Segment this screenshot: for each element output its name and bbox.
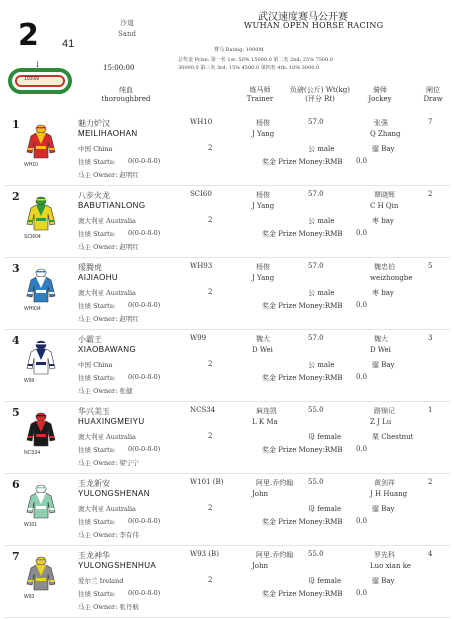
horse-starts-label: 往绩 Starts:: [78, 518, 116, 526]
horse-owner: 马主 Owner: 赵明红: [78, 171, 139, 179]
track-distance-label: 1000M: [24, 76, 40, 82]
prize-value: 0.0: [356, 517, 368, 525]
jockey-name-cn: 罗先科: [374, 551, 395, 559]
horse-starts-value: 0(0-0-0-0): [128, 517, 161, 525]
horse-sex: 公 male: [308, 361, 335, 369]
prize-value: 0.0: [356, 229, 368, 237]
col-weight: 负磅(公斤) Wt(kg) (评分 Rt): [290, 86, 350, 103]
trainer-name-en: J Yang: [252, 130, 275, 138]
jockey-name-en: Z J Lu: [370, 418, 392, 426]
jockey-name-en: Q Zhang: [370, 130, 401, 138]
horse-sex: 母 female: [308, 505, 342, 513]
jockey-name-cn: 覃晓辉: [374, 191, 395, 199]
horse-age: 2: [208, 360, 213, 368]
jockey-name-en: J H Huang: [370, 490, 408, 498]
trainer-name-en: J Yang: [252, 274, 275, 282]
horse-weight: 57.0: [308, 334, 324, 342]
draw-number: 2: [428, 478, 433, 486]
horse-color: 骝 Bay: [372, 361, 395, 369]
horse-origin: 澳大利亚 Australia: [78, 289, 136, 297]
surface-en: Sand: [118, 30, 136, 38]
horse-name-cn: 瑷腾虎: [78, 263, 102, 272]
horse-starts-value: 0(0-0-0-0): [128, 589, 161, 597]
horse-starts-label: 往绩 Starts:: [78, 446, 116, 454]
horse-number: 6: [12, 478, 20, 491]
silk-code: W93: [24, 594, 35, 600]
horse-color: 枣 bay: [372, 289, 394, 297]
prize-label: 奖金 Prize Money:RMB: [262, 230, 343, 238]
horse-sex: 母 female: [308, 433, 342, 441]
horse-color: 骝 Bay: [372, 145, 395, 153]
jockey-name-en: Luo xian ke: [370, 562, 412, 570]
prize-value: 0.0: [356, 301, 368, 309]
trainer-name-cn: 阿里.乔约翰: [256, 479, 294, 487]
draw-number: 1: [428, 406, 433, 414]
silk-code: WH934: [24, 306, 41, 312]
horse-code: NCS34: [190, 406, 216, 414]
prize-value: 0.0: [356, 157, 368, 165]
horse-weight: 55.0: [308, 406, 324, 414]
jockey-name-cn: 魏忠伯: [374, 263, 395, 271]
horse-age: 2: [208, 576, 213, 584]
prize-label: 奖金 Prize Money:RMB: [262, 302, 343, 310]
horse-name-cn: 华兴美玉: [78, 407, 110, 416]
stats-prize-line2: 30000.0 第三名 3rd: 15% 4500.0 第四名 4th: 10% 3000.0: [178, 65, 320, 71]
horse-age: 2: [208, 216, 213, 224]
horse-owner: 马主 Owner: 李有伟: [78, 531, 139, 539]
horse-number: 1: [12, 118, 20, 131]
jockey-name-cn: 魏大: [374, 335, 388, 343]
horse-owner: 马主 Owner: 张健: [78, 387, 133, 395]
horse-code: W99: [190, 334, 207, 342]
silk-code: W99: [24, 378, 35, 384]
horse-age: 2: [208, 288, 213, 296]
track-inner-rail: [15, 75, 65, 87]
draw-number: 5: [428, 262, 433, 270]
horse-color: 枣 bay: [372, 217, 394, 225]
trainer-name-en: J Yang: [252, 202, 275, 210]
trainer-name-cn: 杨俊: [256, 191, 270, 199]
horse-starts-value: 0(0-0-0-0): [128, 229, 161, 237]
draw-number: 4: [428, 550, 433, 558]
horse-row: [0, 474, 454, 546]
horse-name-en: XIAOBAWANG: [78, 345, 137, 354]
trainer-name-cn: 麻连凯: [256, 407, 277, 415]
prize-label: 奖金 Prize Money:RMB: [262, 374, 343, 382]
horse-starts-value: 0(0-0-0-0): [128, 301, 161, 309]
stats-prize-line1: 总奖金 Prize: 第一名 1st: 50% 15000.0 第二名 2nd: 25% 7500.0: [178, 57, 334, 63]
stats-rating: 赛马 Rating: 1000M: [214, 47, 264, 53]
jockey-silk-icon: [26, 556, 56, 592]
horse-starts-label: 往绩 Starts:: [78, 158, 116, 166]
track-diagram: [8, 60, 72, 98]
col-breed: 纯血 thoroughbred: [101, 86, 151, 103]
prize-label: 奖金 Prize Money:RMB: [262, 446, 343, 454]
silk-code: SCI604: [24, 234, 41, 240]
surface-cn: 沙道: [120, 19, 134, 27]
horse-starts-value: 0(0-0-0-0): [128, 445, 161, 453]
jockey-silk-icon: [26, 124, 56, 160]
prize-label: 奖金 Prize Money:RMB: [262, 518, 343, 526]
trainer-name-en: John: [252, 562, 269, 570]
prize-label: 奖金 Prize Money:RMB: [262, 590, 343, 598]
horse-color: 骝 Bay: [372, 577, 395, 585]
horse-age: 2: [208, 432, 213, 440]
silk-code: NCS34: [24, 450, 41, 456]
horse-name-cn: 魅力炉汉: [78, 119, 110, 128]
horse-row: [0, 546, 454, 618]
jockey-silk-icon: [26, 196, 56, 232]
jockey-name-en: D Wei: [370, 346, 391, 354]
horse-row: [0, 330, 454, 402]
horse-starts-value: 0(0-0-0-0): [128, 157, 161, 165]
trainer-name-cn: 杨俊: [256, 263, 270, 271]
horse-row: [0, 114, 454, 186]
horse-owner: 马主 Owner: 张丹航: [78, 603, 139, 611]
jockey-name-en: weizhongbe: [370, 274, 413, 282]
horse-weight: 57.0: [308, 262, 324, 270]
prize-value: 0.0: [356, 373, 368, 381]
jockey-name-cn: 黄剑祥: [374, 479, 395, 487]
trainer-name-cn: 杨俊: [256, 119, 270, 127]
draw-number: 7: [428, 118, 433, 126]
horse-number: 7: [12, 550, 20, 563]
horse-starts-label: 往绩 Starts:: [78, 374, 116, 382]
horse-age: 2: [208, 504, 213, 512]
horse-origin: 澳大利亚 Australia: [78, 505, 136, 513]
prize-label: 奖金 Prize Money:RMB: [262, 158, 343, 166]
prize-value: 0.0: [356, 445, 368, 453]
trainer-name-en: L K Ma: [252, 418, 278, 426]
jockey-silk-icon: [26, 268, 56, 304]
horse-color: 骝 Bay: [372, 505, 395, 513]
horse-code: SCI60: [190, 190, 212, 198]
horse-starts-label: 往绩 Starts:: [78, 302, 116, 310]
race-sequence: 41: [62, 38, 75, 50]
horse-origin: 中国 China: [78, 361, 113, 369]
horse-name-en: AIJIAOHU: [78, 273, 119, 282]
horse-name-en: YULONGSHENAN: [78, 489, 150, 498]
horse-origin: 中国 China: [78, 145, 113, 153]
horse-sex: 公 male: [308, 289, 335, 297]
prize-value: 0.0: [356, 589, 368, 597]
horse-weight: 55.0: [308, 550, 324, 558]
horse-number: 5: [12, 406, 20, 419]
row-divider: [4, 617, 450, 618]
horse-sex: 公 male: [308, 217, 335, 225]
horse-age: 2: [208, 144, 213, 152]
horse-row: [0, 402, 454, 474]
horse-name-cn: 八步火龙: [78, 191, 110, 200]
title-en: WUHAN OPEN HORSE RACING: [244, 21, 384, 30]
horse-sex: 公 male: [308, 145, 335, 153]
jockey-name-cn: 张强: [374, 119, 388, 127]
trainer-name-cn: 阿里.乔约翰: [256, 551, 294, 559]
horse-origin: 爱尔兰 Ireland: [78, 577, 124, 585]
horse-origin: 澳大利亚 Australia: [78, 433, 136, 441]
col-trainer: 练马师 Trainer: [246, 86, 274, 103]
jockey-silk-icon: [26, 412, 56, 448]
horse-name-en: MEILIHAOHAN: [78, 129, 138, 138]
horse-code: WH93: [190, 262, 213, 270]
horse-code: W93 (B): [190, 550, 219, 558]
horse-weight: 57.0: [308, 190, 324, 198]
horse-name-cn: 小霸王: [78, 335, 102, 344]
horse-starts-label: 往绩 Starts:: [78, 590, 116, 598]
horse-color: 栗 Chestnut: [372, 433, 414, 441]
horse-name-cn: 玉龙新安: [78, 479, 110, 488]
title-cn: 武汉速度赛马公开赛: [258, 12, 348, 23]
horse-code: W101 (B): [190, 478, 224, 486]
horse-row: [0, 186, 454, 258]
horse-row: [0, 258, 454, 330]
start-arrow-icon: ↓: [34, 60, 41, 69]
horse-code: WH10: [190, 118, 213, 126]
horse-owner: 马主 Owner: 梁宁宁: [78, 459, 139, 467]
horse-name-cn: 玉龙神华: [78, 551, 110, 560]
jockey-name-cn: 路锦记: [374, 407, 395, 415]
horse-name-en: HUAXINGMEIYU: [78, 417, 145, 426]
horse-weight: 55.0: [308, 478, 324, 486]
horse-number: 2: [12, 190, 20, 203]
start-time: 15:00:00: [103, 64, 135, 72]
jockey-name-en: C H Qin: [370, 202, 399, 210]
jockey-silk-icon: [26, 340, 56, 376]
horse-starts-label: 往绩 Starts:: [78, 230, 116, 238]
horse-starts-value: 0(0-0-0-0): [128, 373, 161, 381]
horse-owner: 马主 Owner: 赵明红: [78, 315, 139, 323]
horse-weight: 57.0: [308, 118, 324, 126]
horse-name-en: YULONGSHENHUA: [78, 561, 157, 570]
trainer-name-cn: 魏大: [256, 335, 270, 343]
silk-code: W101: [24, 522, 38, 528]
draw-number: 2: [428, 190, 433, 198]
horse-number: 4: [12, 334, 20, 347]
race-number: 2: [18, 18, 39, 53]
horse-name-en: BABUTIANLONG: [78, 201, 146, 210]
horse-owner: 马主 Owner: 赵明红: [78, 243, 139, 251]
draw-number: 3: [428, 334, 433, 342]
col-draw: 闸位 Draw: [423, 86, 443, 103]
jockey-silk-icon: [26, 484, 56, 520]
trainer-name-en: D Wei: [252, 346, 273, 354]
horse-number: 3: [12, 262, 20, 275]
col-jockey: 骑师 Jockey: [368, 86, 392, 103]
silk-code: WH10: [24, 162, 38, 168]
horse-sex: 母 female: [308, 577, 342, 585]
horse-origin: 澳大利亚 Australia: [78, 217, 136, 225]
trainer-name-en: John: [252, 490, 269, 498]
